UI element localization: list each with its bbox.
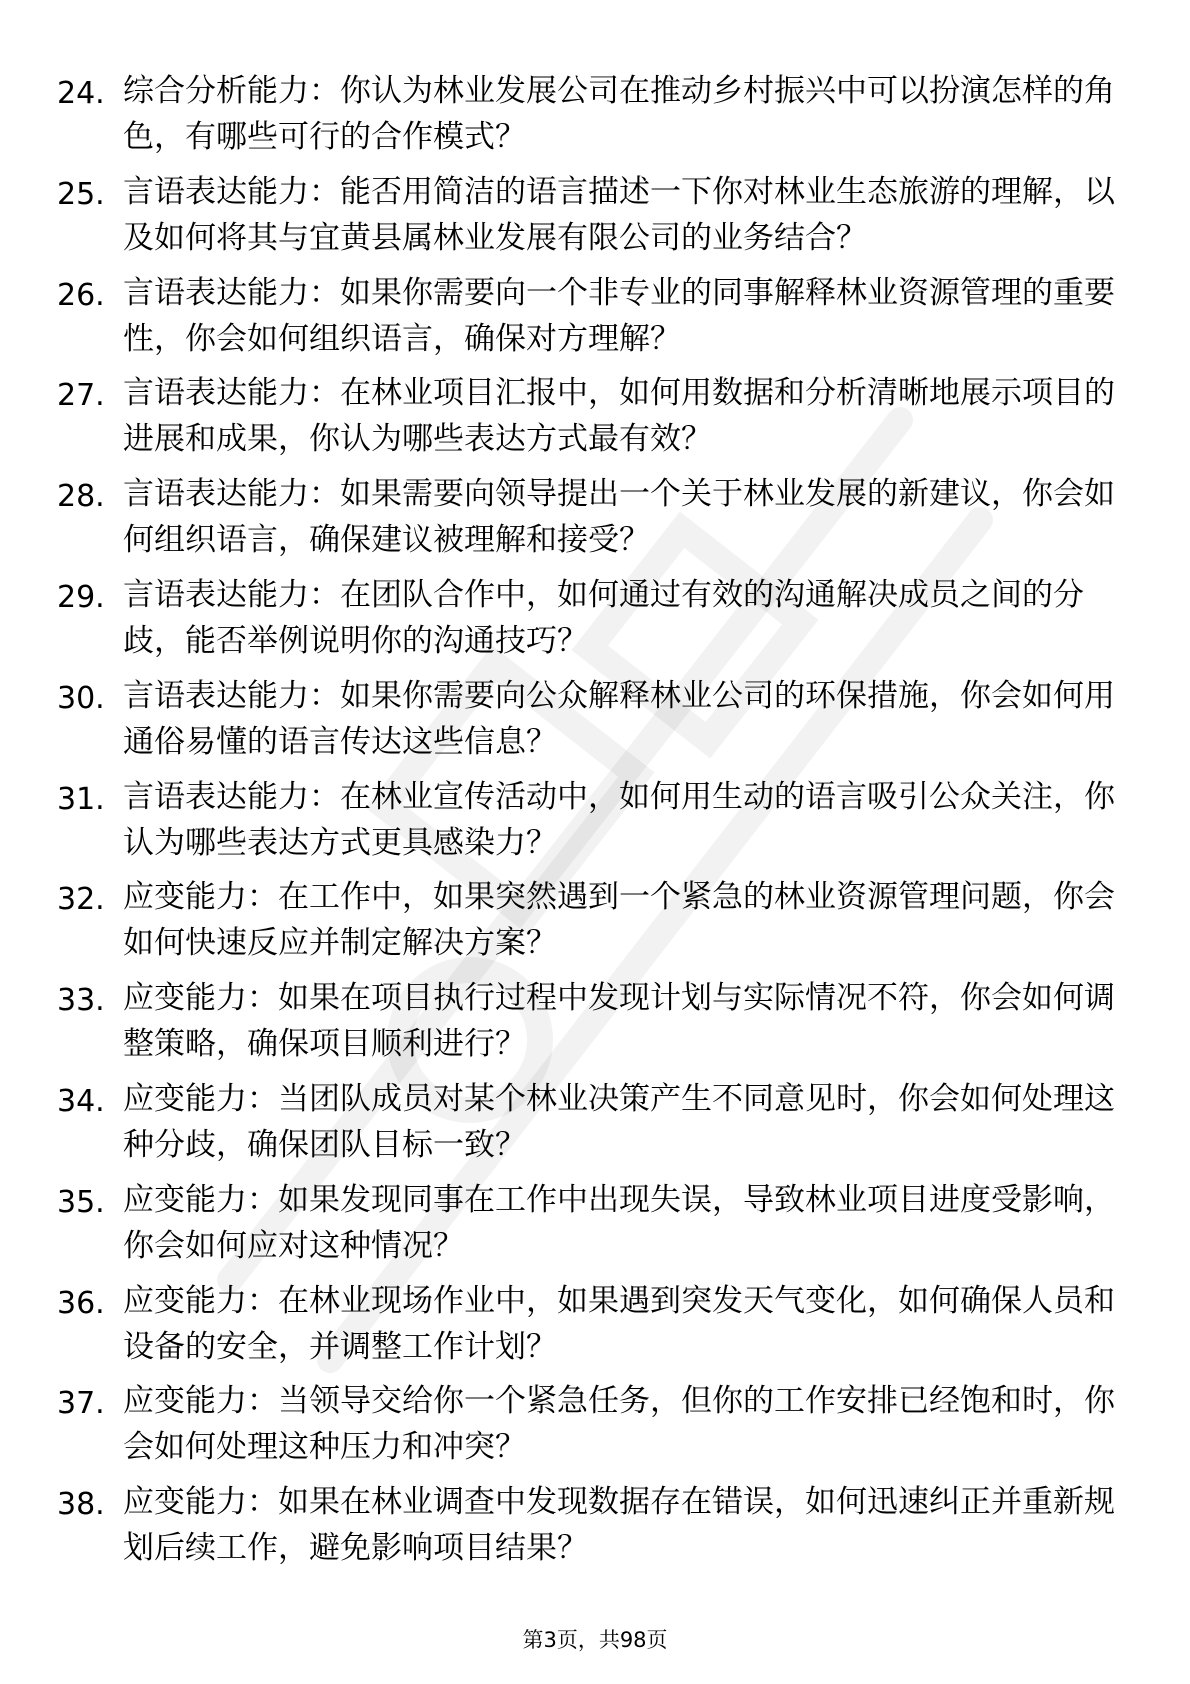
- question-text: 言语表达能力：如果你需要向公众解释林业公司的环保措施，你会如何用通俗易懂的语言传达这些信息？: [123, 677, 1115, 760]
- question-number: 31.: [57, 781, 105, 817]
- question-item: [0, 169, 1190, 270]
- question-item: [0, 1177, 1190, 1278]
- question-text: 言语表达能力：在林业项目汇报中，如何用数据和分析清晰地展示项目的进展和成果，你认为哪些表达方式最有效？: [123, 375, 1115, 458]
- question-text: 应变能力：当团队成员对某个林业决策产生不同意见时，你会如何处理这种分歧，确保团队目标一致？: [123, 1080, 1115, 1163]
- question-text: 应变能力：当领导交给你一个紧急任务，但你的工作安排已经饱和时，你会如何处理这种压力和冲突？: [123, 1383, 1115, 1466]
- question-text: 言语表达能力：在林业宣传活动中，如何用生动的语言吸引公众关注，你认为哪些表达方式更具感染力？: [123, 778, 1115, 861]
- question-number: 33.: [57, 983, 105, 1019]
- question-text: 言语表达能力：如果需要向领导提出一个关于林业发展的新建议，你会如何组织语言，确保建议被理解和接受？: [123, 476, 1115, 559]
- question-number: 27.: [57, 378, 105, 414]
- question-item: [0, 975, 1190, 1076]
- question-item: [0, 370, 1190, 471]
- question-number: 24.: [57, 76, 105, 111]
- question-item: [0, 270, 1190, 371]
- question-text: 应变能力：在工作中，如果突然遇到一个紧急的林业资源管理问题，你会如何快速反应并制定解决方案？: [123, 879, 1115, 962]
- question-number: 30.: [57, 680, 105, 716]
- question-number: 26.: [57, 277, 105, 313]
- question-number: 36.: [57, 1285, 105, 1321]
- question-item: [0, 1479, 1190, 1580]
- question-text: 应变能力：如果发现同事在工作中出现失误，导致林业项目进度受影响，你会如何应对这种情况？: [123, 1181, 1115, 1264]
- question-item: [0, 673, 1190, 774]
- question-item: [0, 572, 1190, 673]
- question-number: 34.: [57, 1083, 105, 1119]
- question-text: 言语表达能力：能否用简洁的语言描述一下你对林业生态旅游的理解，以及如何将其与宜黄县属林业发展有限公司的业务结合？: [123, 173, 1115, 256]
- question-text: 应变能力：如果在项目执行过程中发现计划与实际情况不符，你会如何调整策略，确保项目顺利进行？: [123, 980, 1115, 1063]
- question-number: 35.: [57, 1184, 105, 1220]
- question-number: 28.: [57, 479, 105, 515]
- question-text: 言语表达能力：如果你需要向一个非专业的同事解释林业资源管理的重要性，你会如何组织语言，确保对方理解？: [123, 274, 1115, 357]
- question-number: 32.: [57, 882, 105, 918]
- question-item: [0, 471, 1190, 572]
- question-list: [0, 68, 1190, 1580]
- question-text: 言语表达能力：在团队合作中，如何通过有效的沟通解决成员之间的分歧，能否举例说明你的沟通技巧？: [123, 576, 1084, 659]
- question-item: [0, 774, 1190, 875]
- question-item: [0, 1278, 1190, 1379]
- question-item: [0, 1378, 1190, 1479]
- question-item: [0, 874, 1190, 975]
- page-number: 第3页，共98页: [522, 1628, 668, 1652]
- question-text: 应变能力：如果在林业调查中发现数据存在错误，如何迅速纠正并重新规划后续工作，避免影响项目结果？: [123, 1484, 1115, 1567]
- question-text: 应变能力：在林业现场作业中，如果遇到突发天气变化，如何确保人员和设备的安全，并调整工作计划？: [123, 1282, 1115, 1365]
- question-item: [0, 1076, 1190, 1177]
- question-number: 25.: [57, 176, 105, 212]
- question-item: [0, 68, 1190, 169]
- question-number: 37.: [57, 1386, 105, 1422]
- question-text: 综合分析能力：你认为林业发展公司在推动乡村振兴中可以扮演怎样的角色，有哪些可行的合作模式？: [123, 73, 1115, 155]
- question-number: 29.: [57, 579, 105, 615]
- question-number: 38.: [57, 1487, 105, 1523]
